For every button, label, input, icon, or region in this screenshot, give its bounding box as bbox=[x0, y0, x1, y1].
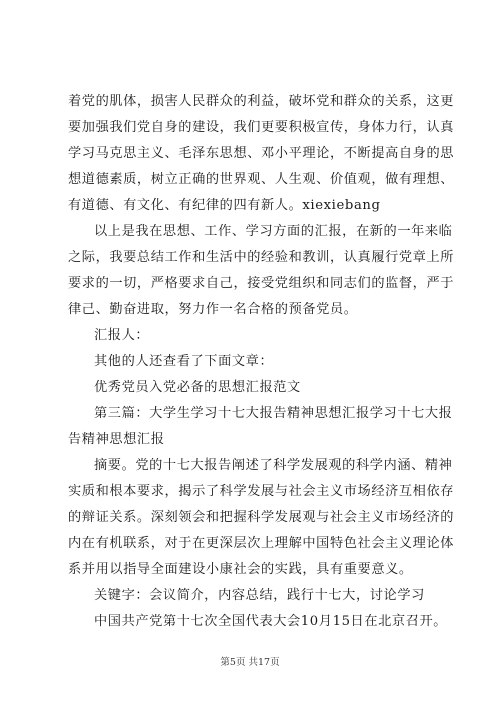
body-line: 要加强我们党自身的建设，我们更要积极宣传，身体力行，认真 bbox=[68, 120, 455, 135]
body-line: 实质和根本要求，揭示了科学发展与社会主义市场经济互相依存 bbox=[68, 484, 455, 499]
keywords-line: 关键字：会议简介，内容总结，践行十七大，讨论学习 bbox=[94, 588, 425, 603]
body-line: 着党的肌体，损害人民群众的利益，破坏党和群众的关系，这更 bbox=[68, 94, 455, 109]
related-article-link[interactable]: 优秀党员入党必备的思想汇报范文 bbox=[94, 380, 301, 395]
section-heading: 第三篇：大学生学习十七大报告精神思想汇报学习十七大报 bbox=[94, 406, 453, 421]
body-line: 中国共产党第十七次全国代表大会10月15日在北京召开。 bbox=[94, 614, 448, 629]
body-line: 的辩证关系。深刻领会和把握科学发展观与社会主义市场经济的 bbox=[68, 510, 455, 525]
body-line: 想道德素质，树立正确的世界观、人生观、价值观，做有理想、 bbox=[68, 172, 455, 187]
related-articles-heading: 其他的人还查看了下面文章： bbox=[94, 354, 274, 369]
abstract-first-line: 摘要。党的十七大报告阐述了科学发展观的科学内涵、精神 bbox=[94, 458, 453, 473]
paragraph-first-line: 以上是我在思想、工作、学习方面的汇报，在新的一年来临 bbox=[94, 224, 453, 239]
body-line: 有道德、有文化、有纪律的四有新人。xiexiebang bbox=[68, 198, 381, 213]
page-number-footer: 第5页 共17页 bbox=[220, 657, 280, 668]
body-line: 要求的一切，严格要求自己，接受党组织和同志们的监督，严于 bbox=[68, 276, 455, 291]
section-heading-continued: 告精神思想汇报 bbox=[68, 432, 165, 447]
body-line: 系并用以指导全面建设小康社会的实践，具有重要意义。 bbox=[68, 562, 413, 577]
body-line: 内在有机联系，对于在更深层次上理解中国特色社会主义理论体 bbox=[68, 536, 455, 551]
body-line: 之际，我要总结工作和生活中的经验和教训，认真履行党章上所 bbox=[68, 250, 455, 265]
reporter-label: 汇报人： bbox=[94, 328, 150, 343]
body-line: 学习马克思主义、毛泽东思想、邓小平理论，不断提高自身的思 bbox=[68, 146, 455, 161]
body-line: 律己、勤奋进取，努力作一名合格的预备党员。 bbox=[68, 302, 358, 317]
